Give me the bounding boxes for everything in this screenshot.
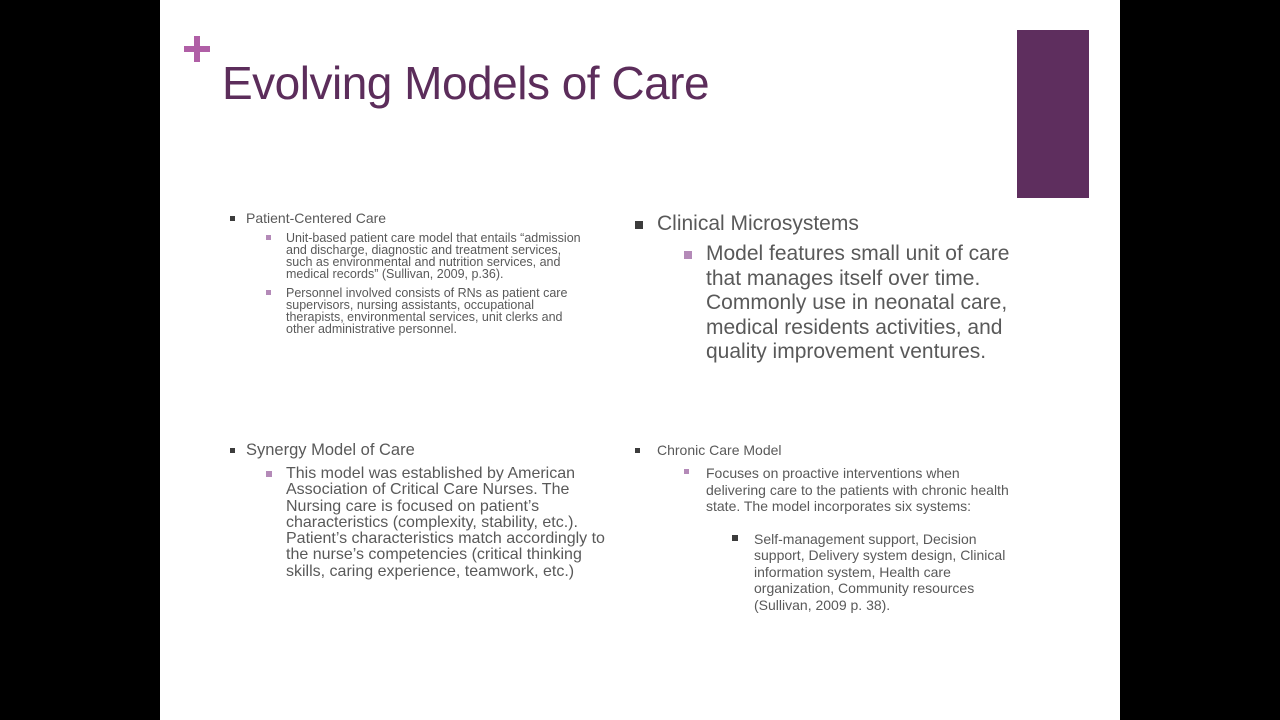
list-item bbox=[632, 210, 1012, 365]
square-bullet-icon bbox=[230, 216, 235, 221]
bullet-text: Model features small unit of care that manages itself over time. Commonly use in neonatal care, medical residents activities, and quality improvement ventures. bbox=[706, 242, 1010, 363]
clinical-microsystems-block bbox=[632, 210, 1012, 365]
bullet-text: Unit-based patient care model that entails “admission and discharge, diagnostic and treatment services, such as environmental and nutrition services, and medical records” (Sullivan, 2009, p.36). bbox=[286, 231, 581, 281]
list-item bbox=[682, 242, 1012, 365]
list-item bbox=[682, 465, 1012, 613]
list-item bbox=[730, 531, 1012, 614]
list-item bbox=[230, 440, 610, 580]
list-item bbox=[262, 466, 610, 580]
bullet-text: Self-management support, Decision support, Delivery system design, Clinical information system, Health care organization, Community resources (Sullivan, 2009 p. 38). bbox=[754, 530, 1006, 613]
square-bullet-icon bbox=[684, 251, 692, 259]
square-bullet-icon bbox=[635, 448, 640, 453]
section-heading: Synergy Model of Care bbox=[246, 441, 415, 459]
square-bullet-icon bbox=[230, 448, 235, 453]
square-bullet-icon bbox=[732, 535, 738, 541]
chronic-care-model-block bbox=[632, 442, 1012, 613]
slide-title: Evolving Models of Care bbox=[222, 57, 710, 109]
bullet-text: Focuses on proactive interventions when delivering care to the patients with chronic health state. The model incorporates six systems: bbox=[706, 465, 1009, 514]
bullet-text: This model was established by American Association of Critical Care Nurses. The Nursing care is focused on patient’s characteristics (complexity, stability, etc.). Patient’s characteristics match accordingly to the nurse’s competencies (critical thinking skills, caring experience, teamwork, etc.) bbox=[286, 465, 605, 580]
bullet-text: Personnel involved consists of RNs as patient care supervisors, nursing assistants, occupational therapists, environmental services, unit clerks and other administrative personnel. bbox=[286, 286, 568, 336]
patient-centered-care-block bbox=[230, 210, 590, 342]
list-item bbox=[632, 442, 1012, 613]
synergy-model-block bbox=[230, 440, 610, 580]
square-bullet-icon bbox=[266, 290, 271, 295]
square-bullet-icon bbox=[635, 221, 643, 229]
section-heading: Patient-Centered Care bbox=[246, 210, 387, 226]
square-bullet-icon bbox=[266, 471, 272, 477]
section-heading: Clinical Microsystems bbox=[657, 212, 859, 235]
list-item bbox=[262, 232, 590, 280]
section-heading: Chronic Care Model bbox=[657, 442, 782, 458]
plus-icon bbox=[184, 36, 210, 62]
square-bullet-icon bbox=[266, 235, 271, 240]
square-bullet-icon bbox=[684, 469, 689, 474]
list-item bbox=[262, 287, 590, 335]
slide bbox=[160, 0, 1120, 720]
list-item bbox=[230, 210, 590, 335]
accent-bar bbox=[1017, 30, 1089, 198]
